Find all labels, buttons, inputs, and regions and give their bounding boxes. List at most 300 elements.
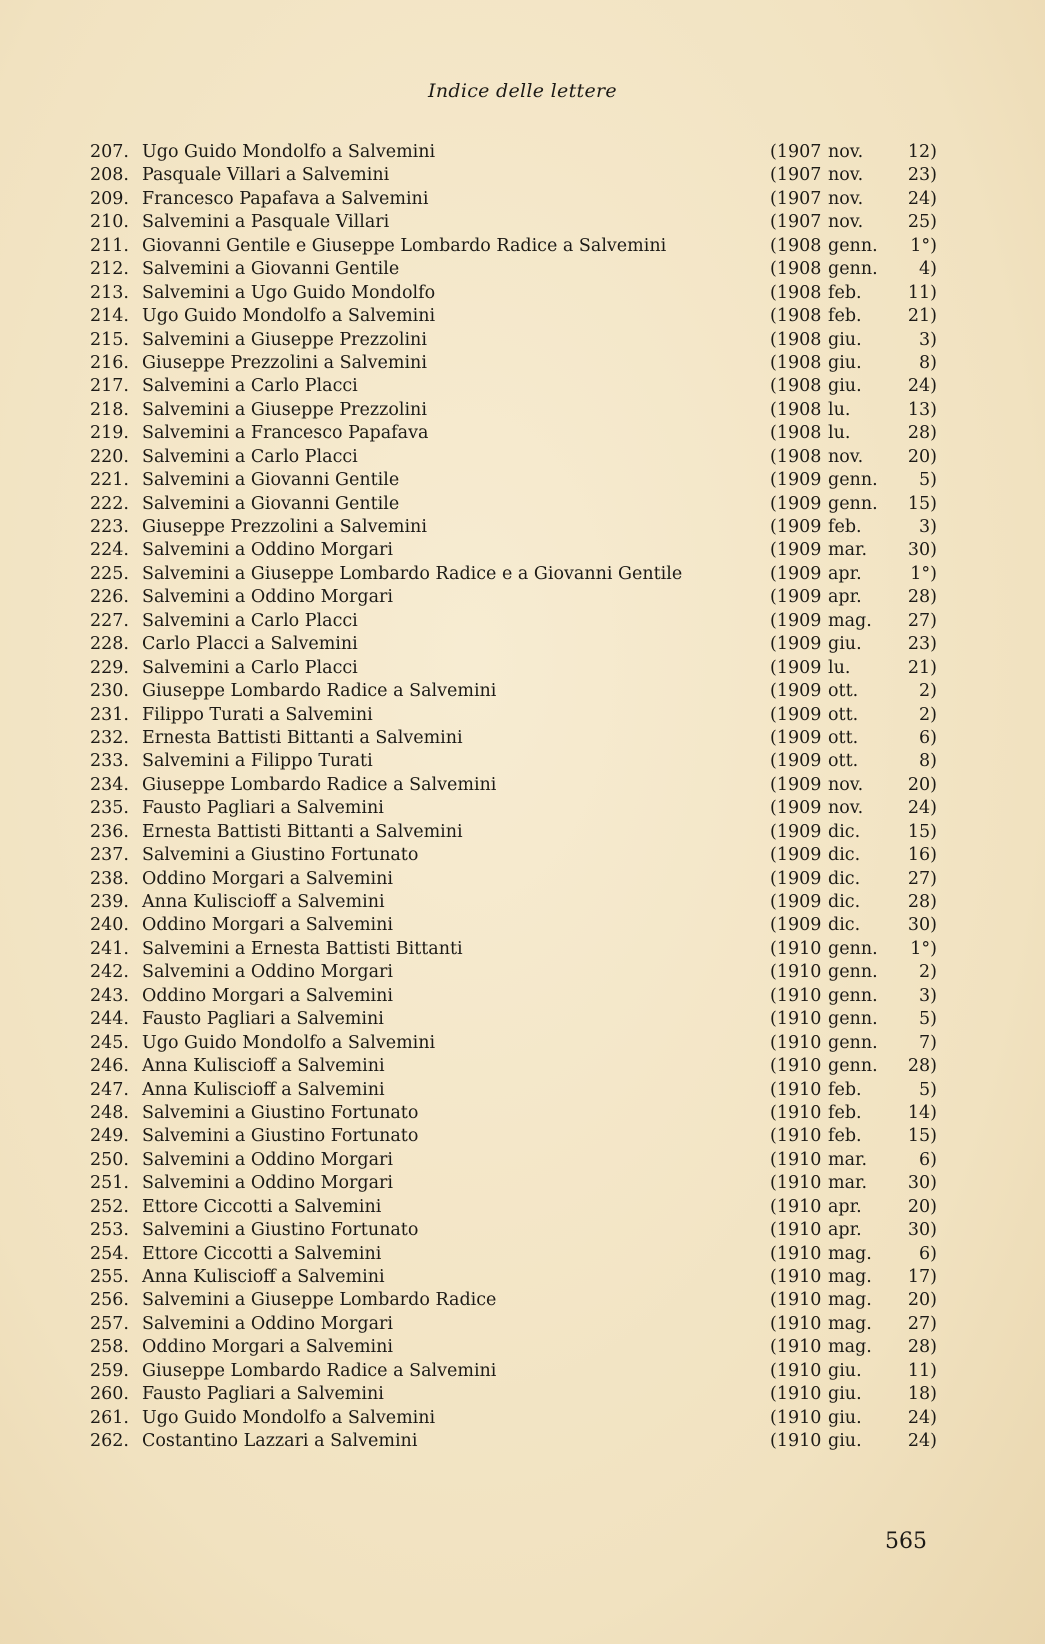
entry-title: Giuseppe Prezzolini a Salvemini — [142, 517, 427, 537]
entry-number: 246. — [90, 1056, 129, 1077]
entry-day: 25) — [907, 212, 937, 233]
index-entry — [0, 211, 1045, 234]
entry-month: mag. — [828, 1243, 872, 1264]
index-entry — [0, 610, 1045, 633]
entry-number: 253. — [90, 1220, 129, 1241]
entry-year: (1907 — [770, 212, 822, 233]
entry-title: Salvemini a Oddino Morgari — [142, 587, 394, 608]
entry-month: apr. — [828, 587, 862, 608]
entry-month: nov. — [828, 142, 864, 162]
entry-number: 244. — [90, 1009, 129, 1030]
entry-year: (1910 — [770, 1009, 822, 1030]
entry-month: mag. — [828, 1290, 872, 1311]
index-entry — [0, 750, 1045, 773]
entry-year: (1910 — [770, 1313, 822, 1334]
entry-month: feb. — [828, 306, 862, 327]
entry-year: (1910 — [770, 1196, 822, 1217]
index-entry — [0, 141, 1045, 164]
entry-title: Salvemini a Francesco Papafava — [142, 423, 429, 444]
entry-day: 17) — [907, 1267, 937, 1287]
entry-title: Salvemini a Filippo Turati — [142, 751, 373, 772]
entry-number: 210. — [90, 212, 129, 233]
index-entry — [0, 1407, 1045, 1430]
entry-day: 1°) — [910, 235, 937, 256]
entry-year: (1910 — [770, 1360, 822, 1381]
entry-month: mar. — [828, 540, 868, 561]
entry-month: genn. — [828, 235, 878, 256]
entry-title: Giuseppe Lombardo Radice a Salvemini — [142, 774, 497, 795]
entry-number: 236. — [90, 821, 129, 842]
entry-month: mag. — [828, 1313, 872, 1334]
entry-title: Anna Kuliscioff a Salvemini — [142, 1267, 385, 1287]
entry-year: (1909 — [770, 704, 822, 725]
entry-day: 6) — [919, 727, 937, 748]
entry-month: genn. — [828, 1032, 878, 1053]
entry-number: 254. — [90, 1243, 129, 1264]
entry-number: 250. — [90, 1149, 129, 1170]
entry-number: 240. — [90, 915, 129, 936]
entry-month: lu. — [828, 399, 851, 420]
entry-title: Salvemini a Giuseppe Prezzolini — [142, 399, 427, 420]
entry-title: Salvemini a Giustino Fortunato — [142, 845, 419, 866]
entry-year: (1909 — [770, 798, 822, 819]
index-entry — [0, 1430, 1045, 1453]
entry-month: genn. — [828, 493, 878, 514]
index-entry — [0, 1289, 1045, 1312]
index-entry — [0, 891, 1045, 914]
entry-title: Giuseppe Lombardo Radice a Salvemini — [142, 681, 497, 702]
index-entry — [0, 1079, 1045, 1102]
entry-day: 18) — [907, 1384, 937, 1405]
entry-year: (1909 — [770, 493, 822, 514]
entry-month: nov. — [828, 774, 864, 795]
entry-month: lu. — [828, 423, 851, 444]
entry-month: nov. — [828, 446, 864, 467]
entry-title: Salvemini a Giovanni Gentile — [142, 493, 400, 514]
entry-month: dic. — [828, 868, 861, 889]
entry-title: Salvemini a Carlo Placci — [142, 446, 358, 467]
entry-year: (1909 — [770, 751, 822, 772]
entry-number: 241. — [90, 938, 129, 959]
page-number: 565 — [885, 1529, 927, 1554]
index-entry — [0, 797, 1045, 820]
index-entry — [0, 1383, 1045, 1406]
index-entry — [0, 235, 1045, 258]
entry-title: Salvemini a Oddino Morgari — [142, 540, 394, 561]
entry-month: genn. — [828, 470, 878, 491]
entry-year: (1908 — [770, 376, 822, 397]
entry-title: Salvemini a Giovanni Gentile — [142, 259, 400, 280]
entry-number: 229. — [90, 657, 129, 678]
entry-number: 235. — [90, 798, 129, 819]
entry-year: (1910 — [770, 938, 822, 959]
entry-day: 5) — [919, 470, 937, 491]
entry-day: 6) — [919, 1243, 937, 1264]
entry-number: 255. — [90, 1267, 129, 1287]
entry-title: Salvemini a Pasquale Villari — [142, 212, 390, 233]
entry-title: Anna Kuliscioff a Salvemini — [142, 1056, 385, 1077]
index-entry — [0, 1196, 1045, 1219]
index-entry — [0, 1243, 1045, 1266]
entry-title: Carlo Placci a Salvemini — [142, 634, 358, 655]
entry-year: (1910 — [770, 1243, 822, 1264]
entry-month: genn. — [828, 1056, 878, 1077]
index-entry — [0, 352, 1045, 375]
entry-title: Giovanni Gentile e Giuseppe Lombardo Radice a Salvemini — [142, 235, 667, 256]
entry-day: 8) — [919, 751, 937, 772]
entry-number: 249. — [90, 1126, 129, 1147]
index-entry — [0, 1055, 1045, 1078]
index-entry — [0, 469, 1045, 492]
entry-day: 28) — [907, 1337, 937, 1358]
entry-year: (1909 — [770, 681, 822, 702]
entry-title: Giuseppe Prezzolini a Salvemini — [142, 352, 427, 373]
entry-number: 209. — [90, 188, 129, 209]
entry-number: 219. — [90, 423, 129, 444]
entry-year: (1908 — [770, 282, 822, 303]
index-entry — [0, 282, 1045, 305]
entry-year: (1910 — [770, 1267, 822, 1287]
entry-number: 215. — [90, 329, 129, 350]
entry-month: dic. — [828, 892, 861, 912]
entry-month: giu. — [828, 352, 862, 373]
index-entry — [0, 1032, 1045, 1055]
entry-month: giu. — [828, 1360, 862, 1381]
entry-month: ott. — [828, 751, 859, 772]
entry-day: 23) — [907, 165, 937, 186]
entry-number: 243. — [90, 985, 129, 1006]
entry-day: 5) — [919, 1009, 937, 1030]
entry-title: Salvemini a Giuseppe Lombardo Radice e a Giovanni Gentile — [142, 563, 683, 584]
entry-year: (1907 — [770, 165, 822, 186]
entry-day: 3) — [919, 517, 937, 537]
entry-year: (1910 — [770, 1102, 822, 1123]
entry-day: 15) — [907, 1126, 937, 1147]
entry-title: Salvemini a Oddino Morgari — [142, 962, 394, 983]
index-entry — [0, 727, 1045, 750]
index-entry — [0, 1336, 1045, 1359]
entry-year: (1910 — [770, 1290, 822, 1311]
entry-month: mag. — [828, 1267, 872, 1287]
entry-year: (1910 — [770, 1079, 822, 1100]
entry-title: Ugo Guido Mondolfo a Salvemini — [142, 1407, 436, 1428]
entry-title: Salvemini a Giovanni Gentile — [142, 470, 400, 491]
entry-title: Ernesta Battisti Bittanti a Salvemini — [142, 727, 463, 748]
entry-year: (1909 — [770, 892, 822, 912]
entry-month: feb. — [828, 282, 862, 303]
entry-month: nov. — [828, 165, 864, 186]
entry-month: giu. — [828, 634, 862, 655]
entry-year: (1908 — [770, 423, 822, 444]
entry-month: giu. — [828, 329, 862, 350]
entry-day: 28) — [907, 892, 937, 912]
index-entry — [0, 516, 1045, 539]
entry-day: 3) — [919, 329, 937, 350]
entry-month: dic. — [828, 821, 861, 842]
index-entry — [0, 329, 1045, 352]
index-entry — [0, 586, 1045, 609]
entry-day: 5) — [919, 1079, 937, 1100]
entry-title: Costantino Lazzari a Salvemini — [142, 1431, 418, 1452]
entry-number: 247. — [90, 1079, 129, 1100]
entry-day: 4) — [919, 259, 937, 280]
index-entry — [0, 1266, 1045, 1289]
entry-year: (1910 — [770, 1149, 822, 1170]
entry-title: Salvemini a Giustino Fortunato — [142, 1220, 419, 1241]
entry-year: (1909 — [770, 470, 822, 491]
entry-number: 230. — [90, 681, 129, 702]
entry-number: 218. — [90, 399, 129, 420]
index-entry — [0, 164, 1045, 187]
entry-day: 23) — [907, 634, 937, 655]
entry-year: (1908 — [770, 235, 822, 256]
entry-number: 224. — [90, 540, 129, 561]
index-entry — [0, 914, 1045, 937]
entry-year: (1910 — [770, 1126, 822, 1147]
entry-number: 261. — [90, 1407, 129, 1428]
entry-month: apr. — [828, 563, 862, 584]
entry-title: Ugo Guido Mondolfo a Salvemini — [142, 306, 436, 327]
entry-title: Salvemini a Giuseppe Prezzolini — [142, 329, 427, 350]
index-entry — [0, 1219, 1045, 1242]
entry-title: Anna Kuliscioff a Salvemini — [142, 1079, 385, 1100]
index-entry — [0, 1172, 1045, 1195]
entry-month: genn. — [828, 962, 878, 983]
entry-day: 12) — [907, 142, 937, 162]
entry-year: (1910 — [770, 1407, 822, 1428]
index-entry — [0, 446, 1045, 469]
entry-year: (1908 — [770, 399, 822, 420]
entry-day: 24) — [907, 188, 937, 209]
entry-title: Oddino Morgari a Salvemini — [142, 1337, 394, 1358]
entry-number: 260. — [90, 1384, 129, 1405]
index-entry — [0, 774, 1045, 797]
entry-month: mar. — [828, 1149, 868, 1170]
entry-number: 217. — [90, 376, 129, 397]
index-entry — [0, 704, 1045, 727]
entry-day: 20) — [907, 774, 937, 795]
entry-title: Fausto Pagliari a Salvemini — [142, 1009, 384, 1030]
entry-year: (1909 — [770, 657, 822, 678]
entry-number: 220. — [90, 446, 129, 467]
entry-number: 256. — [90, 1290, 129, 1311]
entry-title: Salvemini a Oddino Morgari — [142, 1173, 394, 1194]
index-entry — [0, 821, 1045, 844]
entry-title: Salvemini a Giustino Fortunato — [142, 1102, 419, 1123]
entry-month: genn. — [828, 259, 878, 280]
entry-year: (1909 — [770, 634, 822, 655]
entry-day: 30) — [907, 540, 937, 561]
index-entry — [0, 844, 1045, 867]
entry-title: Salvemini a Giuseppe Lombardo Radice — [142, 1290, 497, 1311]
entry-day: 20) — [907, 1290, 937, 1311]
entry-month: mag. — [828, 1337, 872, 1358]
entry-day: 24) — [907, 376, 937, 397]
entry-day: 27) — [907, 1313, 937, 1334]
letter-index-list — [0, 141, 1045, 1454]
index-entry — [0, 305, 1045, 328]
entry-year: (1910 — [770, 1384, 822, 1405]
index-entry — [0, 1149, 1045, 1172]
entry-title: Salvemini a Ernesta Battisti Bittanti — [142, 938, 463, 959]
entry-day: 30) — [907, 1220, 937, 1241]
entry-number: 259. — [90, 1360, 129, 1381]
entry-month: giu. — [828, 1431, 862, 1452]
entry-day: 20) — [907, 1196, 937, 1217]
entry-year: (1909 — [770, 540, 822, 561]
entry-title: Anna Kuliscioff a Salvemini — [142, 892, 385, 912]
entry-title: Oddino Morgari a Salvemini — [142, 868, 394, 889]
entry-number: 221. — [90, 470, 129, 491]
index-entry — [0, 868, 1045, 891]
entry-day: 3) — [919, 985, 937, 1006]
entry-day: 2) — [919, 704, 937, 725]
entry-year: (1910 — [770, 1056, 822, 1077]
entry-month: giu. — [828, 1384, 862, 1405]
entry-month: dic. — [828, 915, 861, 936]
entry-year: (1909 — [770, 915, 822, 936]
entry-day: 7) — [919, 1032, 937, 1053]
entry-year: (1910 — [770, 1220, 822, 1241]
index-entry — [0, 1008, 1045, 1031]
entry-year: (1908 — [770, 352, 822, 373]
entry-number: 232. — [90, 727, 129, 748]
entry-year: (1910 — [770, 985, 822, 1006]
entry-number: 207. — [90, 142, 129, 162]
entry-year: (1909 — [770, 587, 822, 608]
entry-month: nov. — [828, 188, 864, 209]
entry-day: 8) — [919, 352, 937, 373]
entry-day: 6) — [919, 1149, 937, 1170]
entry-number: 237. — [90, 845, 129, 866]
entry-month: nov. — [828, 212, 864, 233]
index-entry — [0, 375, 1045, 398]
entry-year: (1910 — [770, 1173, 822, 1194]
entry-month: feb. — [828, 1126, 862, 1147]
entry-day: 30) — [907, 915, 937, 936]
entry-number: 252. — [90, 1196, 129, 1217]
entry-day: 13) — [907, 399, 937, 420]
entry-year: (1909 — [770, 868, 822, 889]
entry-year: (1910 — [770, 962, 822, 983]
index-entry — [0, 680, 1045, 703]
entry-number: 258. — [90, 1337, 129, 1358]
index-entry — [0, 1360, 1045, 1383]
entry-day: 24) — [907, 1407, 937, 1428]
index-entry — [0, 985, 1045, 1008]
entry-month: ott. — [828, 704, 859, 725]
entry-number: 214. — [90, 306, 129, 327]
entry-title: Ettore Ciccotti a Salvemini — [142, 1243, 382, 1264]
index-entry — [0, 1102, 1045, 1125]
entry-title: Salvemini a Giustino Fortunato — [142, 1126, 419, 1147]
entry-title: Oddino Morgari a Salvemini — [142, 985, 394, 1006]
entry-title: Ugo Guido Mondolfo a Salvemini — [142, 1032, 436, 1053]
entry-number: 208. — [90, 165, 129, 186]
running-header: Indice delle lettere — [428, 80, 617, 102]
entry-number: 213. — [90, 282, 129, 303]
entry-month: apr. — [828, 1196, 862, 1217]
entry-year: (1909 — [770, 610, 822, 631]
entry-year: (1910 — [770, 1431, 822, 1452]
entry-number: 262. — [90, 1431, 129, 1452]
entry-title: Francesco Papafava a Salvemini — [142, 188, 429, 209]
entry-title: Ugo Guido Mondolfo a Salvemini — [142, 142, 436, 162]
entry-month: ott. — [828, 727, 859, 748]
entry-year: (1909 — [770, 845, 822, 866]
index-entry — [0, 493, 1045, 516]
entry-year: (1909 — [770, 517, 822, 537]
entry-number: 216. — [90, 352, 129, 373]
entry-title: Fausto Pagliari a Salvemini — [142, 798, 384, 819]
entry-title: Salvemini a Ugo Guido Mondolfo — [142, 282, 436, 303]
entry-number: 257. — [90, 1313, 129, 1334]
entry-number: 245. — [90, 1032, 129, 1053]
entry-year: (1910 — [770, 1032, 822, 1053]
entry-year: (1909 — [770, 774, 822, 795]
index-entry — [0, 399, 1045, 422]
entry-day: 2) — [919, 962, 937, 983]
entry-day: 11) — [907, 1360, 937, 1381]
entry-day: 27) — [907, 610, 937, 631]
entry-year: (1907 — [770, 142, 822, 162]
entry-day: 28) — [907, 587, 937, 608]
entry-title: Oddino Morgari a Salvemini — [142, 915, 394, 936]
entry-month: giu. — [828, 376, 862, 397]
entry-day: 24) — [907, 1431, 937, 1452]
entry-year: (1908 — [770, 259, 822, 280]
entry-day: 1°) — [910, 563, 937, 584]
entry-title: Ernesta Battisti Bittanti a Salvemini — [142, 821, 463, 842]
entry-number: 234. — [90, 774, 129, 795]
entry-number: 251. — [90, 1173, 129, 1194]
index-entry — [0, 938, 1045, 961]
index-entry — [0, 1313, 1045, 1336]
entry-number: 239. — [90, 892, 129, 912]
index-entry — [0, 657, 1045, 680]
entry-day: 20) — [907, 446, 937, 467]
entry-day: 21) — [907, 306, 937, 327]
index-entry — [0, 539, 1045, 562]
entry-month: genn. — [828, 985, 878, 1006]
entry-month: nov. — [828, 798, 864, 819]
entry-title: Giuseppe Lombardo Radice a Salvemini — [142, 1360, 497, 1381]
entry-title: Salvemini a Carlo Placci — [142, 610, 358, 631]
entry-title: Ettore Ciccotti a Salvemini — [142, 1196, 382, 1217]
entry-month: mag. — [828, 610, 872, 631]
entry-month: genn. — [828, 1009, 878, 1030]
index-entry — [0, 422, 1045, 445]
entry-day: 28) — [907, 423, 937, 444]
entry-year: (1908 — [770, 446, 822, 467]
entry-day: 24) — [907, 798, 937, 819]
entry-day: 28) — [907, 1056, 937, 1077]
entry-title: Filippo Turati a Salvemini — [142, 704, 373, 725]
entry-number: 227. — [90, 610, 129, 631]
index-entry — [0, 563, 1045, 586]
entry-day: 1°) — [910, 938, 937, 959]
entry-month: giu. — [828, 1407, 862, 1428]
entry-year: (1910 — [770, 1337, 822, 1358]
entry-title: Salvemini a Oddino Morgari — [142, 1313, 394, 1334]
entry-month: mar. — [828, 1173, 868, 1194]
entry-number: 233. — [90, 751, 129, 772]
entry-number: 248. — [90, 1102, 129, 1123]
entry-day: 15) — [907, 493, 937, 514]
entry-number: 225. — [90, 563, 129, 584]
index-entry — [0, 1125, 1045, 1148]
entry-year: (1908 — [770, 306, 822, 327]
